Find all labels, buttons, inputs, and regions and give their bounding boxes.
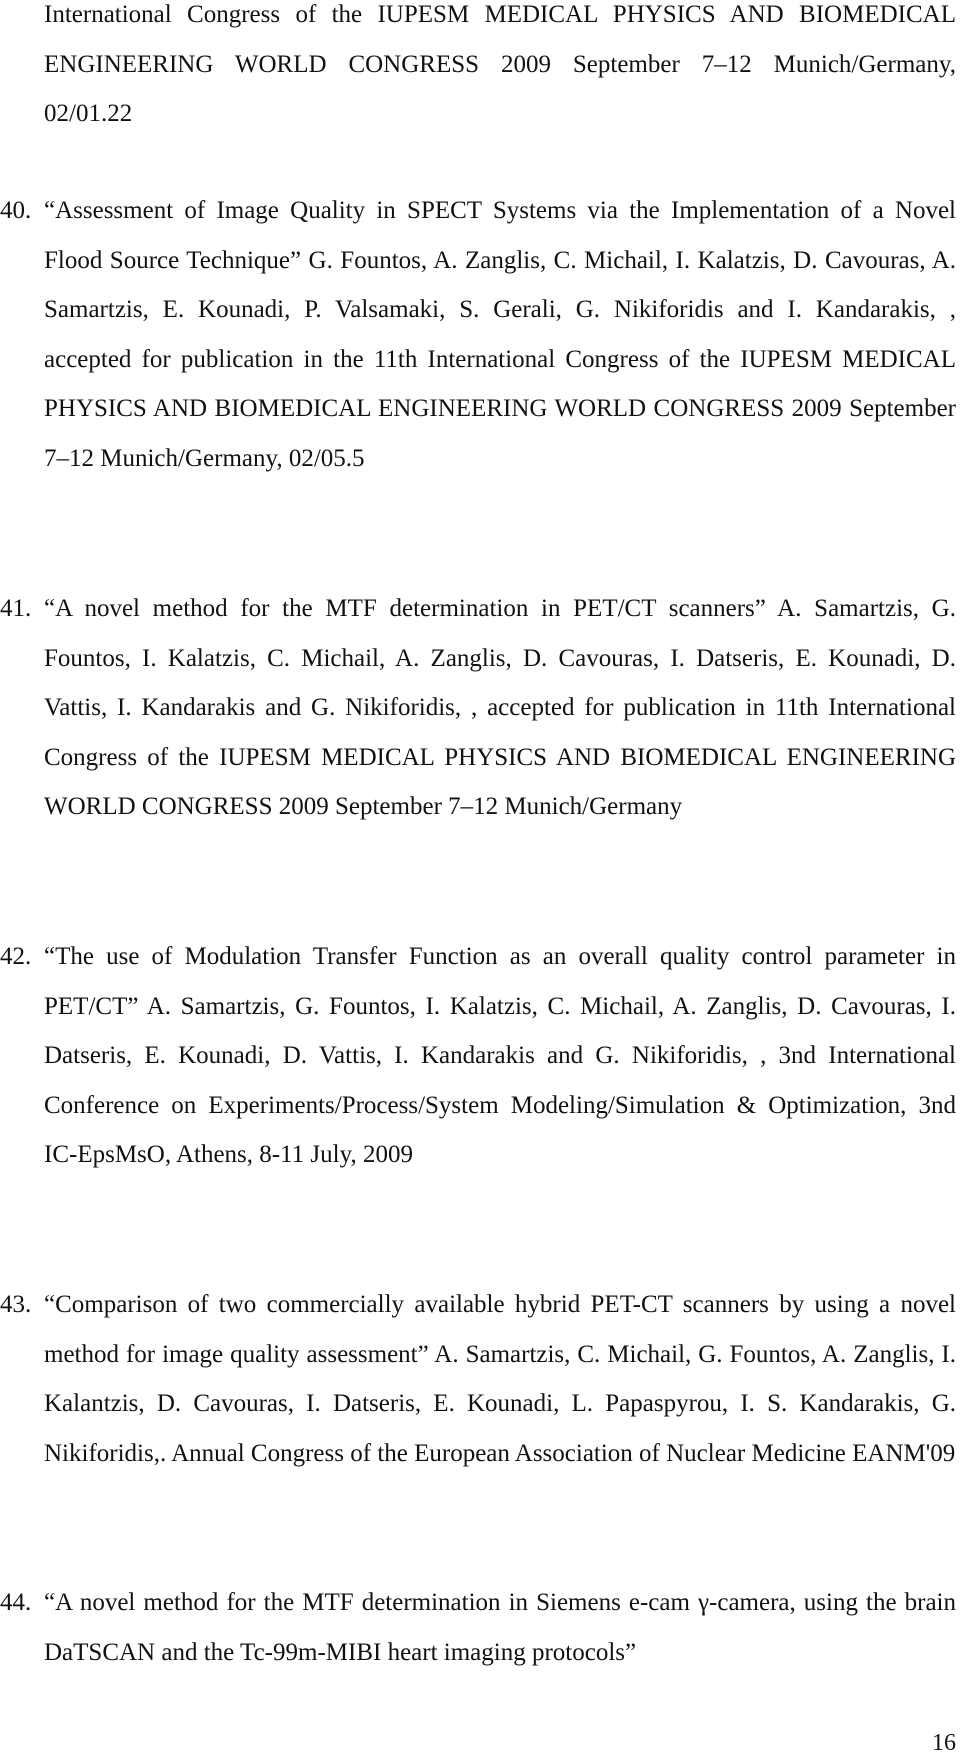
page-number: 16 xyxy=(932,1730,956,1756)
reference-number: 40. xyxy=(0,197,32,224)
reference-number: 44. xyxy=(0,1589,32,1616)
reference-text: “Assessment of Image Quality in SPECT Systems via the Implementation of a Novel Flood Source Technique” G. Fountos, A. Zanglis, C. Michail, I. Kalatzis, D. Cavouras, A. Samartzis, E. Kounadi, P. Valsamaki, S. Gerali, G. Nikiforidis and I. Kandarakis, , accepted for publication in the 11th International Congress of the IUPESM MEDICAL PHYSICS AND BIOMEDICAL ENGINEERING WORLD CONGRESS 2009 September 7–12 Munich/Germany, 02/05.5 xyxy=(44,197,956,472)
reference-number: 42. xyxy=(0,943,32,970)
reference-text: “A novel method for the MTF determination in Siemens e-cam γ-camera, using the brain DaTSCAN and the Tc-99m-MIBI heart imaging protocols” xyxy=(44,1589,956,1666)
reference-text: “A novel method for the MTF determination in PET/CT scanners” A. Samartzis, G. Fountos, I. Kalatzis, C. Michail, A. Zanglis, D. Cavouras, I. Datseris, E. Kounadi, D. Vattis, I. Kandarakis and G. Nikiforidis, , accepted for publication in 11th International Congress of the IUPESM MEDICAL PHYSICS AND BIOMEDICAL ENGINEERING WORLD CONGRESS 2009 September 7–12 Munich/Germany xyxy=(44,595,956,821)
reference-number: 43. xyxy=(0,1291,32,1318)
reference-text: “Comparison of two commercially available hybrid PET-CT scanners by using a novel method for image quality assessment” A. Samartzis, C. Michail, G. Fountos, A. Zanglis, I. Kalantzis, D. Cavouras, I. Datseris, E. Kounadi, L. Papaspyrou, I. S. Kandarakis, G. Nikiforidis,. Annual Congress of the European Association of Nuclear Medicine EANM'09 xyxy=(44,1291,956,1467)
reference-number: 41. xyxy=(0,595,32,622)
continuation-paragraph: International Congress of the IUPESM MEDICAL PHYSICS AND BIOMEDICAL ENGINEERING WORLD CONGRESS 2009 September 7–12 Munich/Germany, 02/01.22 xyxy=(44,1,956,128)
reference-text: “The use of Modulation Transfer Function as an overall quality control parameter in PET/CT” A. Samartzis, G. Fountos, I. Kalatzis, C. Michail, A. Zanglis, D. Cavouras, I. Datseris, E. Kounadi, D. Vattis, I. Kandarakis and G. Nikiforidis, , 3nd International Conference on Experiments/Process/System Modeling/Simulation & Optimization, 3nd IC-EpsMsO, Athens, 8-11 July, 2009 xyxy=(44,943,956,1169)
